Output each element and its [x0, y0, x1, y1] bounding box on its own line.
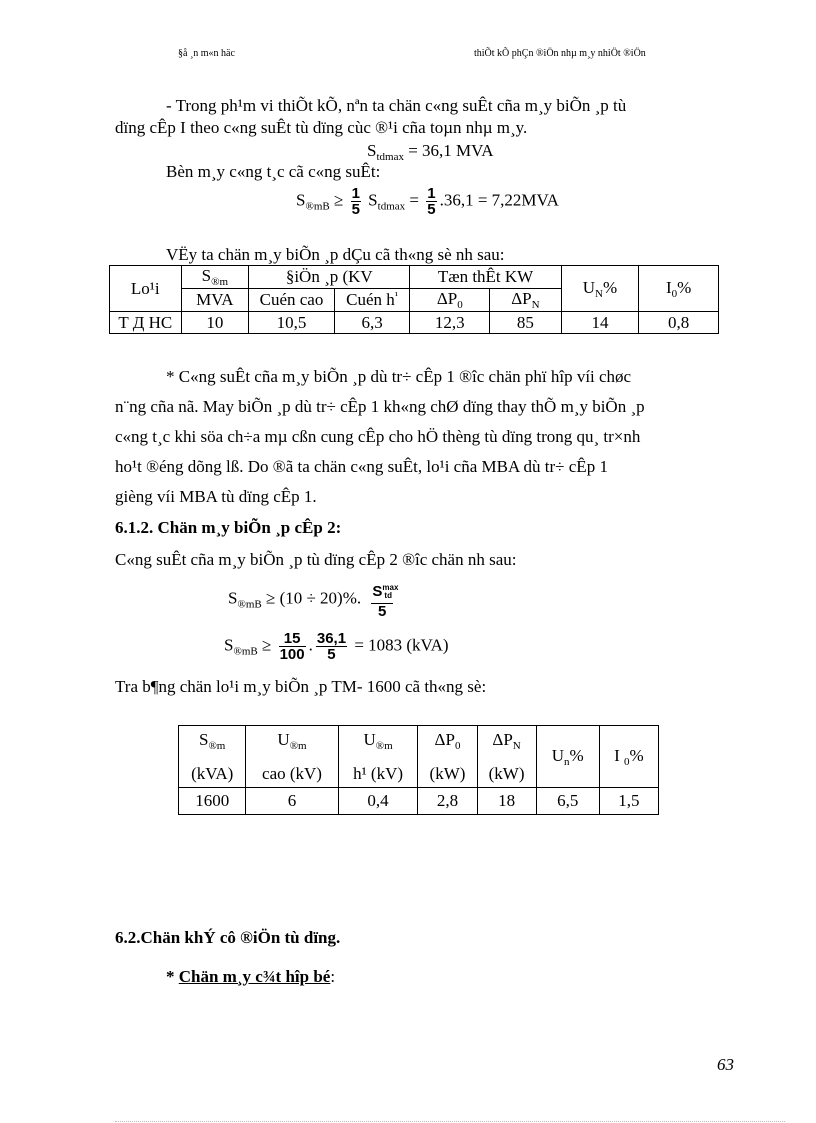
cell-dpn: 85	[490, 312, 562, 334]
transformer-table-2	[178, 725, 659, 815]
th-cuon-cao: Cuén cao	[249, 289, 335, 312]
header-right: thiÕt kÕ phÇn ®iÖn nhµ m¸y nhiÖt ®iÖn	[474, 48, 646, 59]
cell-un: 14	[561, 312, 639, 334]
intro-line-1: - Trong ph¹m vi thiÕt kÕ, nªn ta chän c«ng suÊt cña m¸y biÕn ¸p tù	[166, 96, 627, 115]
formula-3: $S_{®mB}$ ≥ $\frac{15}{100}$ . $\frac{36,1}{5}$ = 1083 (kVA)	[224, 630, 449, 663]
t2-th-sdm: $S_{®m}$ (kVA)	[179, 726, 246, 788]
th-un: $U_N\%$	[561, 266, 639, 312]
formula-2: $S_{®mB} \ge (10 \div 20)\%$. $\frac{S^{max}td}{5}$	[228, 580, 396, 619]
t2-cell-udm-ha: 0,4	[338, 788, 418, 815]
cell-sdm: 10	[181, 312, 249, 334]
t2-th-udm-cao: $U_{®m}$ cao (kV)	[246, 726, 338, 788]
section-6-1-2-title: 6.1.2. Chän m¸y biÕn ¸p cÊp 2:	[115, 518, 342, 537]
intro-line-3: Bèn m¸y c«ng t¸c cã c«ng suÊt:	[166, 162, 381, 181]
intro-line-2: dïng cÊp I theo c«ng suÊt tù dïng cùc ®¹i cña toµn nhµ m¸y.	[115, 118, 528, 137]
para2-line-2: n¨ng cña nã. May biÕn ¸p dù tr÷ cÊp 1 kh«ng chØ dïng thay thÕ m¸y biÕn ¸p	[115, 397, 645, 416]
cell-i0: 0,8	[639, 312, 719, 334]
th-ton-that: Tæn thÊt KW	[410, 266, 561, 289]
th-loai: Lo¹i	[110, 266, 182, 312]
th-sdm: $S_{®m}$	[181, 266, 249, 289]
section-6-1-2-line: C«ng suÊt cña m¸y biÕn ¸p tù dïng cÊp 2 ®îc chän nh sau:	[115, 550, 517, 569]
t2-cell-sdm: 1600	[179, 788, 246, 815]
t2-cell-un: 6,5	[536, 788, 599, 815]
formula-1: $S_{®mB}$ ≥ $\frac{1}{5}$ $S_{tdmax}$ = $\frac{1}{5}$ .36,1 = 7,22MVA	[296, 185, 559, 218]
t2-th-dpn: $\Delta P_N$ (kW)	[477, 726, 536, 788]
cell-type: T Д HC	[110, 312, 182, 334]
transformer-table-1	[109, 265, 719, 334]
t2-th-dp0: $\Delta P_0$ (kW)	[418, 726, 477, 788]
th-mva: MVA	[181, 289, 249, 312]
footer-divider	[115, 1121, 785, 1122]
th-dpn: $\Delta P_N$	[490, 289, 562, 312]
section-6-2-subtitle: * Chän m¸y c¾t hîp bé:	[166, 967, 336, 986]
para2-line-5: gièng víi MBA tù dïng cÊp 1.	[115, 487, 317, 506]
header-left: §å ¸n m«n häc	[178, 48, 235, 59]
t2-cell-dp0: 2,8	[418, 788, 477, 815]
table2-intro: Tra b¶ng chän lo¹i m¸y biÕn ¸p TM- 1600 cã th«ng sè:	[115, 677, 487, 696]
t2-cell-udm-cao: 6	[246, 788, 338, 815]
th-dien-ap: §iÖn ¸p (KV	[249, 266, 410, 289]
cell-cuon-cao: 10,5	[249, 312, 335, 334]
para2-line-1: * C«ng suÊt cña m¸y biÕn ¸p dù tr÷ cÊp 1 ®îc chän phï hîp víi chøc	[166, 367, 632, 386]
section-6-2-title: 6.2.Chän khÝ cô ®iÖn tù dïng.	[115, 928, 341, 947]
para2-line-4: ho¹t ®éng dõng lß. Do ®ã ta chän c«ng suÊt, lo¹i cña MBA dù tr÷ cÊp 1	[115, 457, 608, 476]
para2-line-3: c«ng t¸c khi söa ch÷a mµ cßn cung cÊp cho hÖ thèng tù dïng trong qu¸ tr×nh	[115, 427, 641, 446]
t2-cell-i0: 1,5	[599, 788, 658, 815]
cell-cuon-ha: 6,3	[334, 312, 410, 334]
t2-th-i0: I $_0$%	[599, 726, 658, 788]
th-dp0: $\Delta P_0$	[410, 289, 490, 312]
th-cuon-ha: Cuén $h^{^1}$	[334, 289, 410, 312]
page-number: 63	[717, 1055, 734, 1074]
cell-dp0: 12,3	[410, 312, 490, 334]
th-i0: $I_0\%$	[639, 266, 719, 312]
t2-th-un: $U_n\%$	[536, 726, 599, 788]
t2-th-udm-ha: $U_{®m}$ h¹ (kV)	[338, 726, 418, 788]
t2-cell-dpn: 18	[477, 788, 536, 815]
table1-intro: VËy ta chän m¸y biÕn ¸p dÇu cã th«ng sè nh sau:	[166, 245, 505, 264]
stdmax-equation: $S_{tdmax} = 36,1$ MVA	[367, 141, 494, 163]
